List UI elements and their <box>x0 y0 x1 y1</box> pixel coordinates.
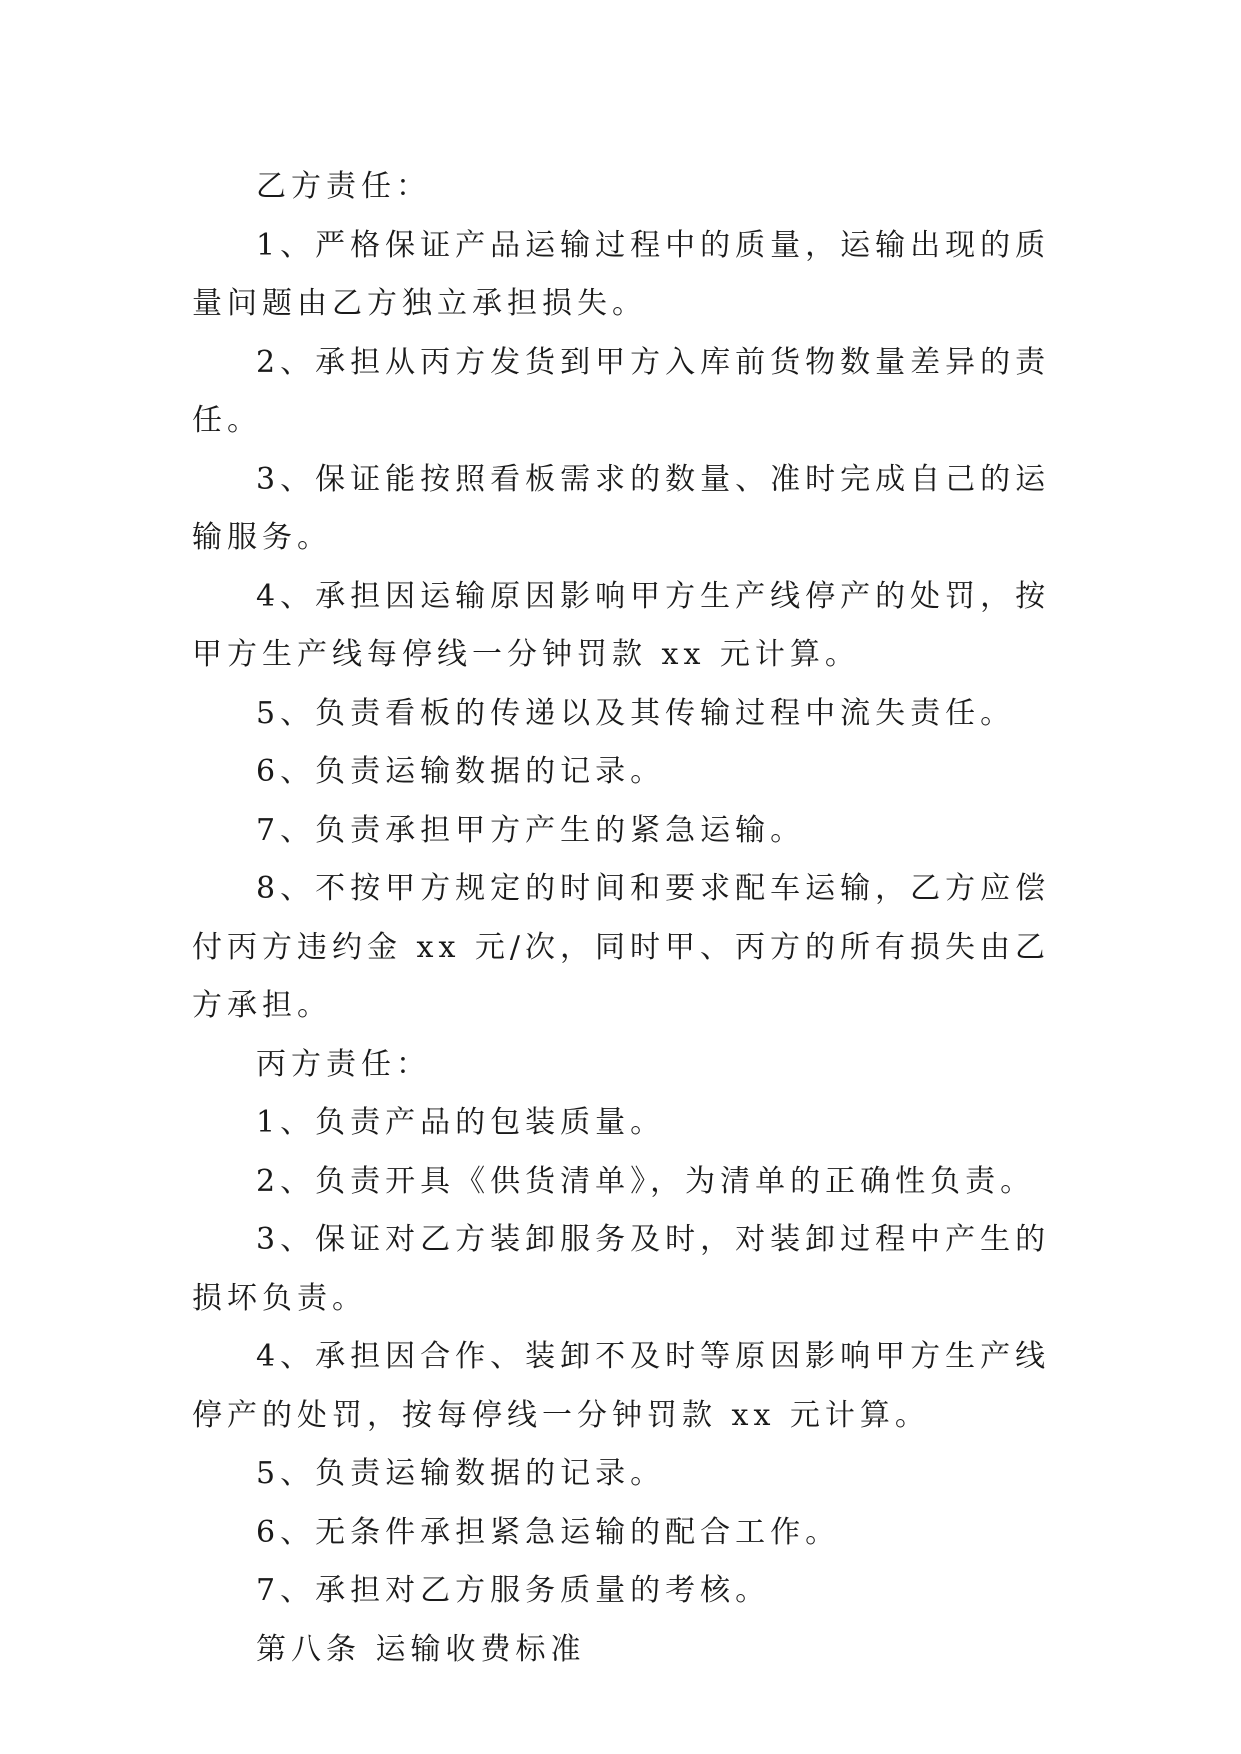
heading-party-b-responsibilities: 乙方责任： <box>256 169 431 204</box>
party-c-item-5: 5、负责运输数据的记录。 <box>256 1456 666 1491</box>
article-8-heading: 第八条 运输收费标准 <box>256 1631 586 1667</box>
party-b-item-7: 7、负责承担甲方产生的紧急运输。 <box>256 812 806 848</box>
party-c-item-3: 3、保证对乙方装卸服务及时，对装卸过程中产生的损坏负责。 <box>192 1222 1051 1316</box>
party-b-item-2: 2、承担从丙方发货到甲方入库前货物数量差异的责任。 <box>192 344 1051 438</box>
party-c-item-7: 7、承担对乙方服务质量的考核。 <box>256 1573 771 1608</box>
party-b-item-1: 1、严格保证产品运输过程中的质量，运输出现的质量问题由乙方独立承担损失。 <box>192 227 1051 321</box>
party-b-item-3: 3、保证能按照看板需求的数量、准时完成自己的运输服务。 <box>192 461 1051 555</box>
party-c-item-2: 2、负责开具《供货清单》，为清单的正确性负责。 <box>256 1163 1036 1199</box>
party-c-item-1: 1、负责产品的包装质量。 <box>256 1105 666 1140</box>
party-b-item-8: 8、不按甲方规定的时间和要求配车运输，乙方应偿付丙方违约金 xx 元/次，同时甲、丙方的所有损失由乙方承担。 <box>192 871 1051 1023</box>
party-b-item-4: 4、承担因运输原因影响甲方生产线停产的处罚，按甲方生产线每停线一分钟罚款 xx 元计算。 <box>192 578 1051 672</box>
party-b-item-5: 5、负责看板的传递以及其传输过程中流失责任。 <box>256 695 1016 731</box>
heading-party-c-responsibilities: 丙方责任： <box>256 1046 431 1082</box>
party-c-item-6: 6、无条件承担紧急运输的配合工作。 <box>256 1514 841 1550</box>
party-c-item-4: 4、承担因合作、装卸不及时等原因影响甲方生产线停产的处罚，按每停线一分钟罚款 xx 元计算。 <box>192 1339 1051 1433</box>
document-body <box>192 158 1072 1679</box>
party-b-item-6: 6、负责运输数据的记录。 <box>256 754 666 789</box>
